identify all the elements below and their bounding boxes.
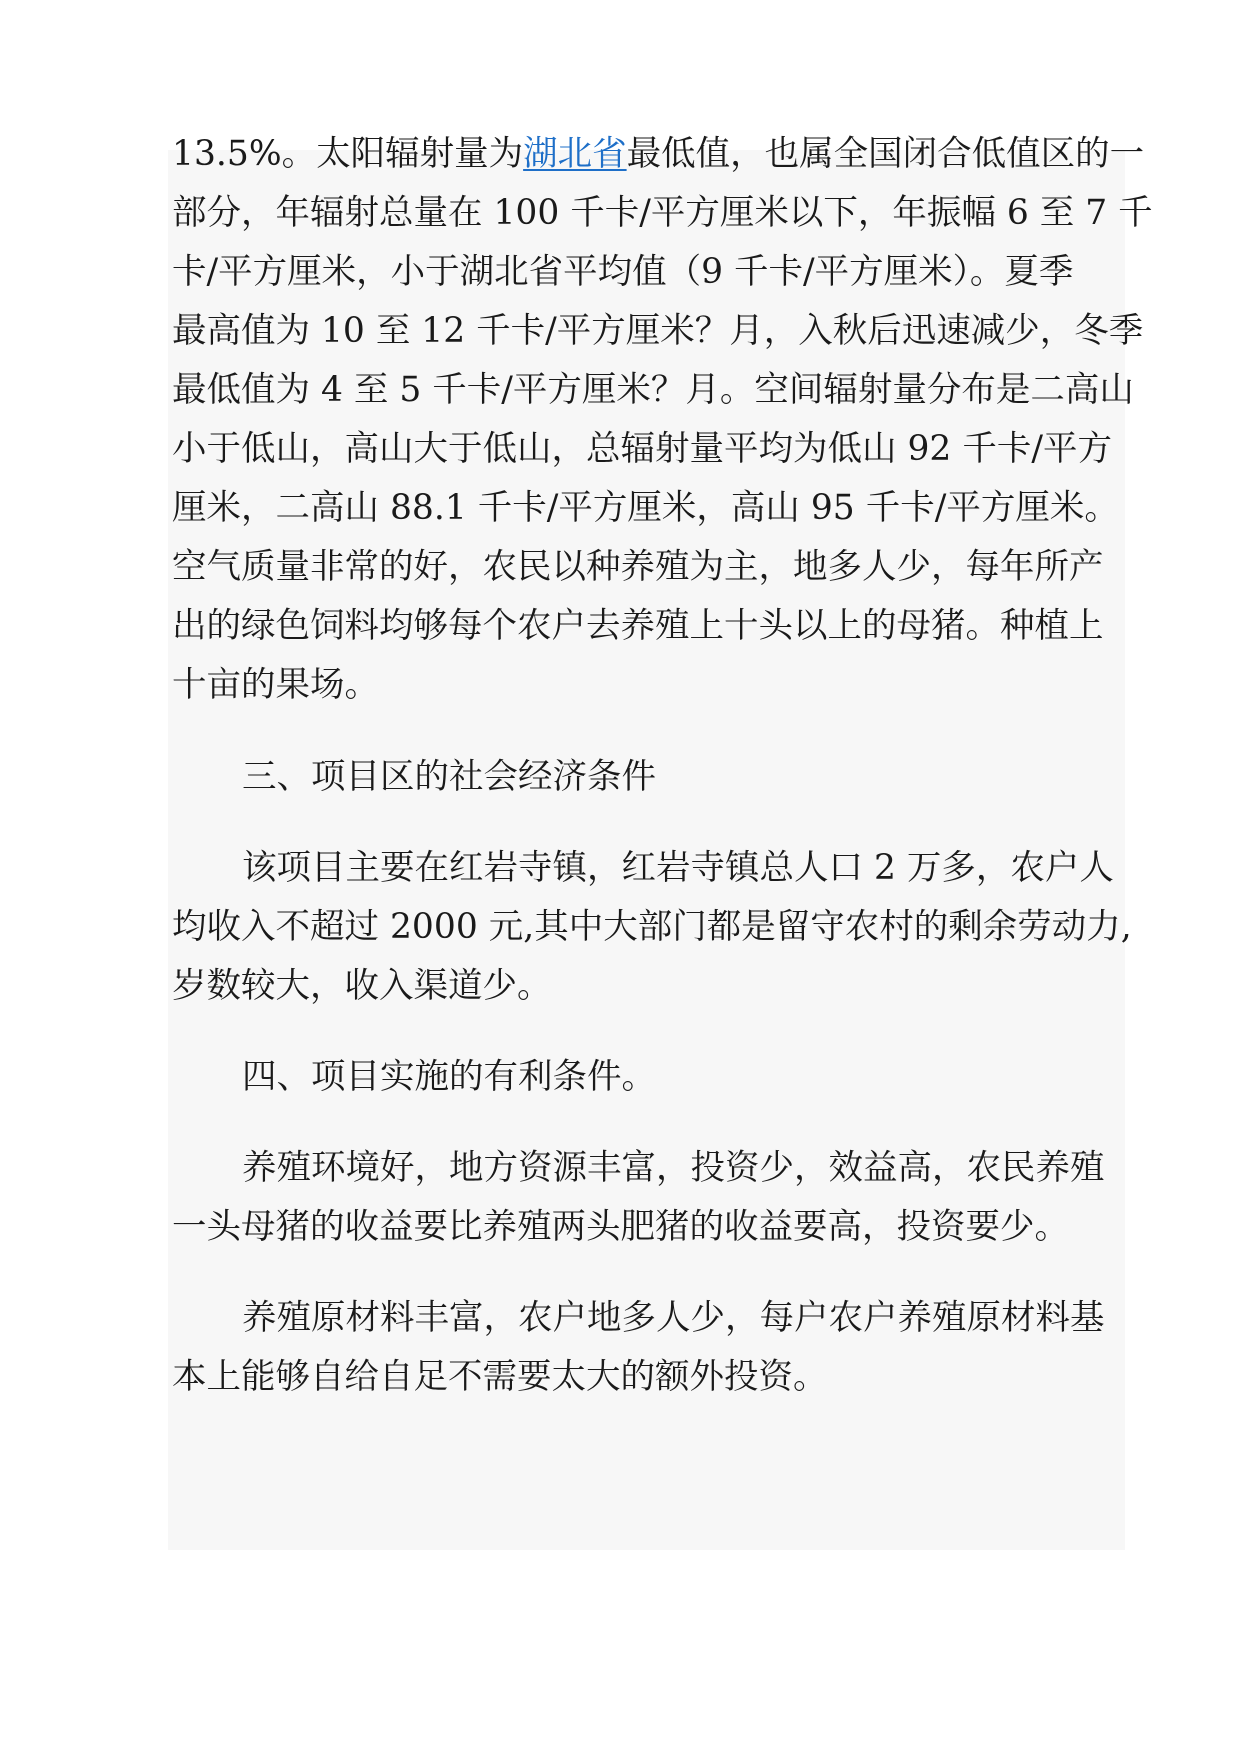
paragraph-line: 厘米，二高山 88.1 千卡/平方厘米，高山 95 千卡/平方厘米。 xyxy=(172,488,1119,528)
paragraph-line: 部分，年辐射总量在 100 千卡/平方厘米以下，年振幅 6 至 7 千 xyxy=(172,193,1153,233)
paragraph-line: 养殖原材料丰富，农户地多人少，每户农户养殖原材料基 xyxy=(242,1298,1105,1338)
paragraph-text: 13.5%。太阳辐射量为 xyxy=(172,134,524,174)
paragraph-line: 最高值为 10 至 12 千卡/平方厘米？月，入秋后迅速减少，冬季 xyxy=(172,311,1144,351)
paragraph-line: 均收入不超过 2000 元,其中大部门都是留守农村的剩余劳动力, xyxy=(172,907,1132,947)
paragraph-text: 最低值，也属全国闭合低值区的一 xyxy=(626,134,1145,174)
paragraph-line: 十亩的果场。 xyxy=(172,665,379,705)
paragraph-line: 本上能够自给自足不需要太大的额外投资。 xyxy=(172,1357,828,1397)
section-heading-3: 三、项目区的社会经济条件 xyxy=(242,757,656,797)
section-heading-4: 四、项目实施的有利条件。 xyxy=(242,1057,656,1097)
hubei-link[interactable]: 湖北省 xyxy=(523,134,627,174)
paragraph-line: 空气质量非常的好，农民以种养殖为主，地多人少，每年所产 xyxy=(172,547,1104,587)
paragraph-line xyxy=(172,129,1144,179)
paragraph-line: 该项目主要在红岩寺镇，红岩寺镇总人口 2 万多，农户人 xyxy=(242,848,1114,888)
paragraph-line: 出的绿色饲料均够每个农户去养殖上十头以上的母猪。种植上 xyxy=(172,606,1104,646)
paragraph-line: 卡/平方厘米，小于湖北省平均值（9 千卡/平方厘米）。夏季 xyxy=(172,252,1074,292)
paragraph-line: 养殖环境好，地方资源丰富，投资少，效益高，农民养殖 xyxy=(242,1148,1105,1188)
paragraph-line: 一头母猪的收益要比养殖两头肥猪的收益要高，投资要少。 xyxy=(172,1207,1069,1247)
paragraph-line: 最低值为 4 至 5 千卡/平方厘米？月。空间辐射量分布是二高山 xyxy=(172,370,1134,410)
paragraph-line: 岁数较大，收入渠道少。 xyxy=(172,966,552,1006)
paragraph-line: 小于低山，高山大于低山，总辐射量平均为低山 92 千卡/平方 xyxy=(172,429,1112,469)
